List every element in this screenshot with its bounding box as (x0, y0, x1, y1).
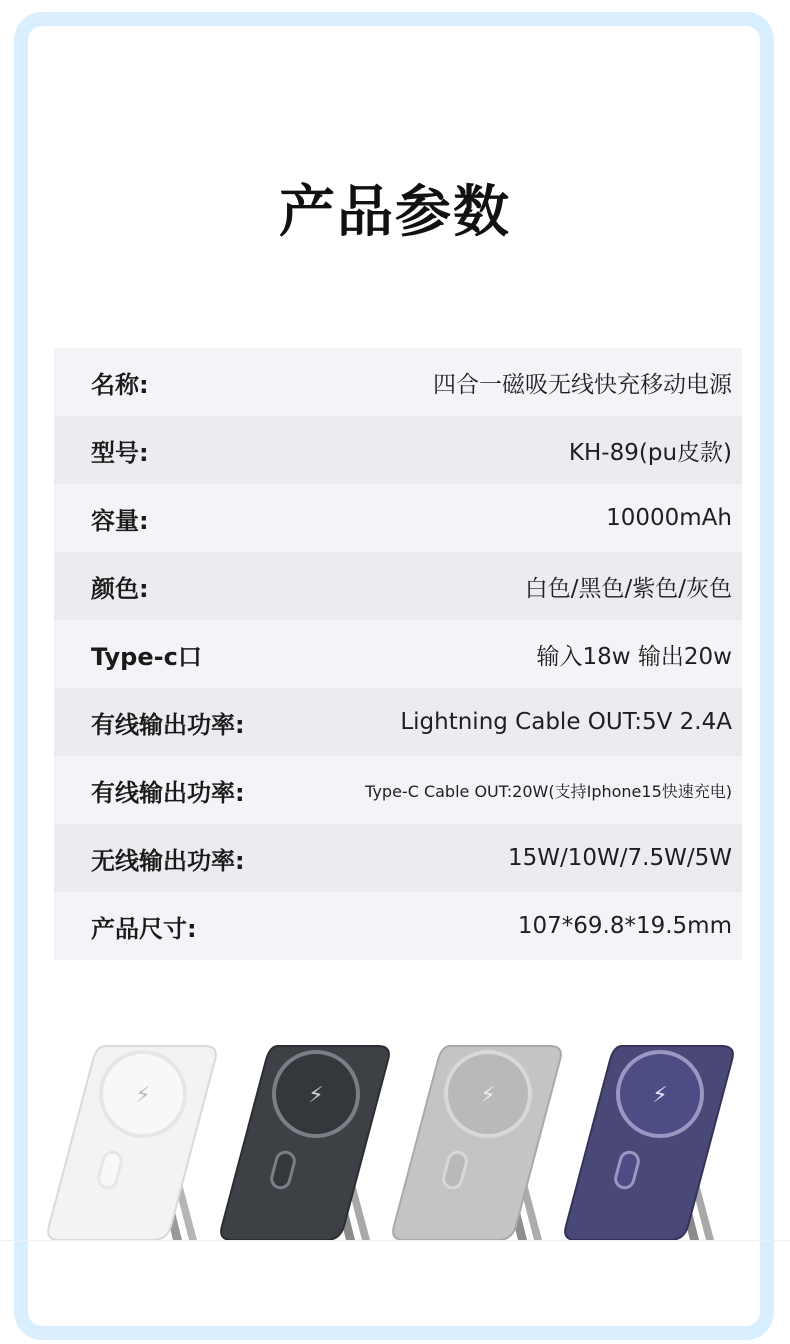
spec-row-size (54, 892, 742, 960)
bolt-icon: ⚡ (480, 1083, 496, 1108)
spec-label: 有线输出功率: (91, 778, 245, 807)
spec-row-type-c-output (54, 756, 742, 824)
spec-row-model (54, 416, 742, 484)
spec-value: Type-C Cable OUT:20W(支持Iphone15快速充电) (365, 781, 732, 801)
product-black (221, 1046, 389, 1240)
spec-value: 输入18w 输出20w (536, 643, 732, 670)
spec-label: 有线输出功率: (91, 710, 245, 739)
spec-value: 白色/黑色/紫色/灰色 (524, 575, 732, 602)
spec-row-color (54, 552, 742, 620)
spec-label: 型号: (91, 438, 149, 467)
spec-label: 无线输出功率: (91, 846, 245, 875)
spec-value: KH-89(pu皮款) (568, 439, 732, 466)
spec-label: 产品尺寸: (91, 914, 197, 943)
spec-value: 四合一磁吸无线快充移动电源 (433, 371, 732, 398)
spec-row-name (54, 348, 742, 416)
spec-value: Lightning Cable OUT:5V 2.4A (400, 709, 732, 735)
spec-label: Type-c口 (91, 642, 202, 671)
product-images (0, 1040, 790, 1250)
spec-label: 颜色: (91, 574, 149, 603)
spec-row-wireless-output (54, 824, 742, 892)
bolt-icon: ⚡ (308, 1083, 324, 1108)
spec-row-lightning-output (54, 688, 742, 756)
bolt-icon: ⚡ (652, 1083, 668, 1108)
spec-table (54, 348, 742, 960)
spec-label: 容量: (91, 506, 149, 535)
floor-line (0, 1240, 790, 1241)
spec-value: 107*69.8*19.5mm (517, 913, 732, 939)
spec-label: 名称: (91, 370, 149, 399)
product-white (48, 1046, 216, 1240)
spec-value: 10000mAh (606, 505, 732, 531)
bolt-icon: ⚡ (135, 1083, 151, 1108)
spec-row-capacity (54, 484, 742, 552)
spec-row-type-c (54, 620, 742, 688)
product-purple (565, 1046, 733, 1240)
spec-value: 15W/10W/7.5W/5W (508, 845, 732, 871)
page-title: 产品参数 (279, 180, 511, 245)
product-gray (393, 1046, 561, 1240)
